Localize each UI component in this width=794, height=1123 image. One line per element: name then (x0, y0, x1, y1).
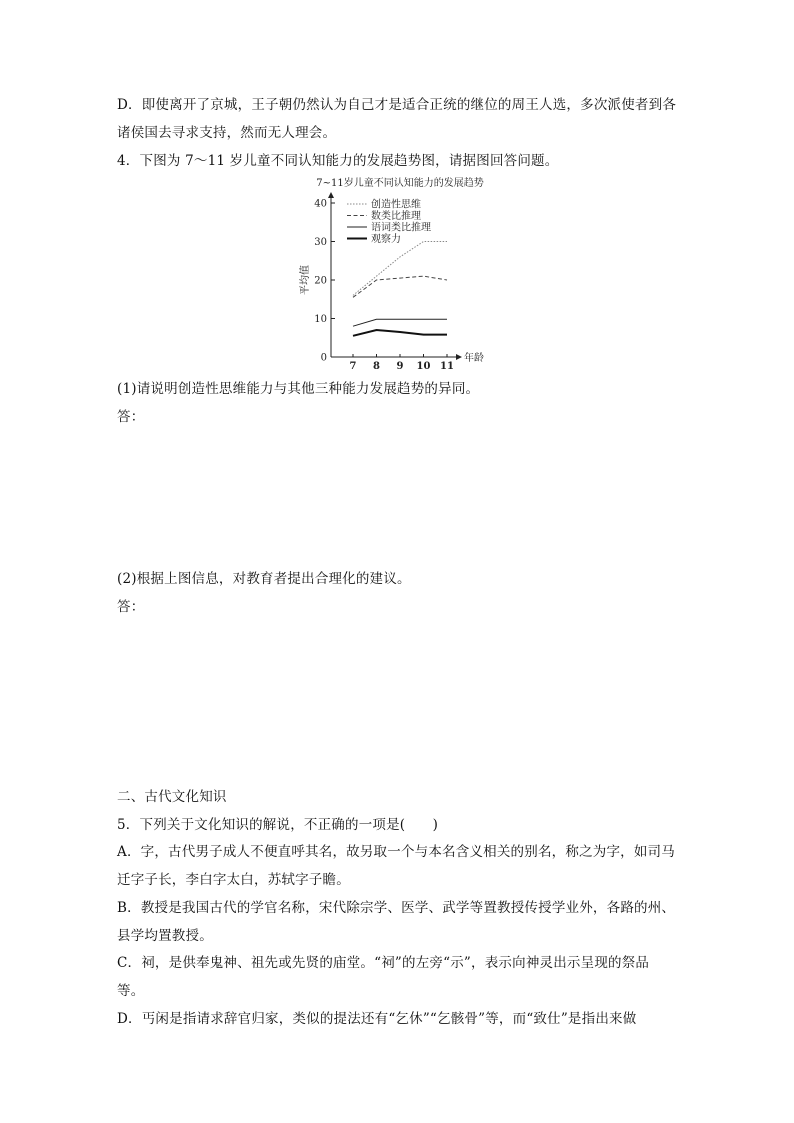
series-line (353, 319, 447, 326)
x-tick-label: 11 (440, 361, 454, 370)
question-4-2: (2)根据上图信息，对教育者提出合理化的建议。 (117, 571, 411, 587)
legend-label: 数类比推理 (371, 211, 421, 222)
y-tick-label: 20 (314, 275, 327, 287)
section-heading: 二、古代文化知识 (117, 789, 227, 805)
trend-chart (290, 174, 510, 370)
option-b-line-2: 县学均置教授。 (117, 928, 213, 944)
answer-label-2: 答： (117, 599, 145, 615)
option-b-line-1: B．教授是我国古代的学官名称，宋代除宗学、医学、武学等置教授传授学业外，各路的州、 (117, 900, 676, 916)
x-tick-label: 7 (349, 361, 357, 370)
question-5: 5．下列关于文化知识的解说，不正确的一项是( ) (117, 817, 439, 833)
x-tick-label: 9 (396, 361, 404, 370)
y-axis-arrow (328, 192, 334, 198)
question-4: 4．下图为 7～11 岁儿童不同认知能力的发展趋势图，请据图回答问题。 (117, 153, 559, 169)
y-axis-label: 平均值 (300, 265, 311, 295)
option-a-line-1: A．字，古代男子成人不便直呼其名，故另取一个与本名含义相关的别名，称之为字，如司马 (117, 844, 675, 860)
x-axis-arrow (456, 354, 462, 360)
option-c-line-1: C．祠，是供奉鬼神、祖先或先贤的庙堂。“祠”的左旁“示”，表示向神灵出示呈现的祭品 (117, 955, 650, 971)
series-line (353, 276, 447, 297)
legend-label: 语词类比推理 (371, 222, 431, 234)
y-tick-label: 0 (320, 352, 327, 364)
x-axis-label: 年龄 (464, 353, 484, 364)
line-option-d-prev: D．即使离开了京城，王子朝仍然认为自己才是适合正统的继位的周王人选，多次派使者到各 (117, 97, 677, 113)
legend-label: 创造性思维 (371, 199, 421, 211)
option-c-line-2: 等。 (117, 983, 145, 999)
series-line (353, 330, 447, 336)
question-4-1: (1)请说明创造性思维能力与其他三种能力发展趋势的异同。 (117, 381, 480, 397)
y-tick-label: 10 (314, 314, 327, 325)
answer-label-1: 答： (117, 409, 145, 425)
trend-chart-svg (290, 174, 510, 370)
y-tick-label: 40 (314, 198, 327, 210)
y-tick-label: 30 (314, 237, 327, 248)
option-a-line-2: 迁字子长，李白字太白，苏轼字子瞻。 (117, 872, 350, 888)
x-tick-label: 10 (416, 361, 431, 370)
line-option-d-prev-cont: 诸侯国去寻求支持，然而无人理会。 (117, 125, 337, 141)
x-tick-label: 8 (373, 361, 380, 370)
series-line (353, 242, 447, 296)
option-d-line-1: D．丐闲是指请求辞官归家，类似的提法还有“乞休”“乞骸骨”等，而“致仕”是指出来做 (117, 1011, 637, 1027)
chart-title: 7~11岁儿童不同认知能力的发展趋势 (316, 178, 484, 189)
legend-label: 观察力 (371, 234, 401, 245)
